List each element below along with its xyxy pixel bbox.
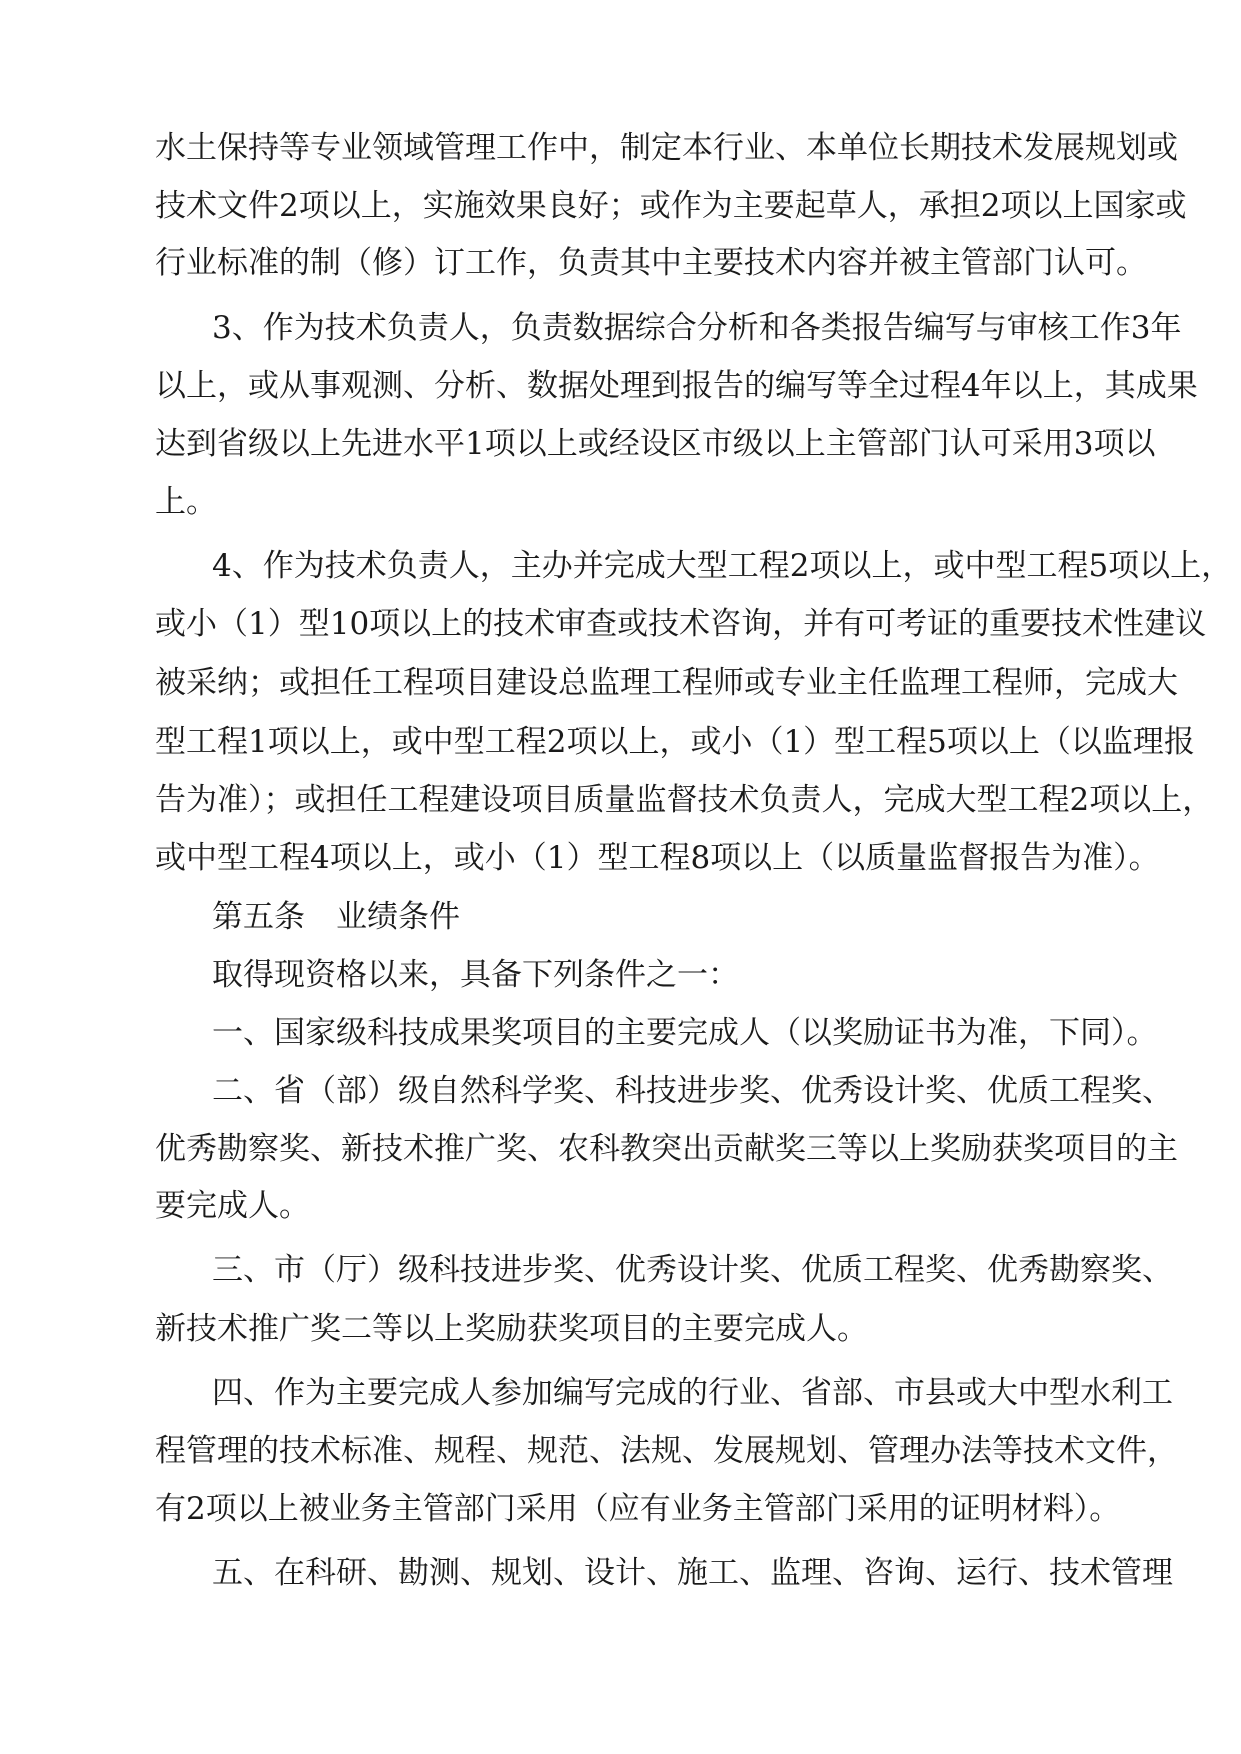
text-line: 4、作为技术负责人，主办并完成大型工程2项以上，或中型工程5项以上， [212,548,1233,584]
text-line: 要完成人。 [155,1188,310,1224]
text-line: 水土保持等专业领域管理工作中，制定本行业、本单位长期技术发展规划或 [155,130,1178,166]
text-line: 被采纳；或担任工程项目建设总监理工程师或专业主任监理工程师，完成大 [155,665,1178,701]
text-line: 有2项以上被业务主管部门采用（应有业务主管部门采用的证明材料）。 [155,1491,1121,1527]
text-line: 取得现资格以来，具备下列条件之一： [212,957,739,993]
text-line: 新技术推广奖二等以上奖励获奖项目的主要完成人。 [155,1311,868,1347]
text-line: 达到省级以上先进水平1项以上或经设区市级以上主管部门认可采用3项以 [155,426,1156,462]
text-line: 二、省（部）级自然科学奖、科技进步奖、优秀设计奖、优质工程奖、 [212,1073,1173,1109]
text-line: 以上，或从事观测、分析、数据处理到报告的编写等全过程4年以上，其成果 [155,368,1198,404]
section-heading: 第五条 业绩条件 [212,899,460,935]
text-line: 技术文件2项以上，实施效果良好；或作为主要起草人，承担2项以上国家或 [155,188,1187,224]
text-line: 告为准）；或担任工程建设项目质量监督技术负责人，完成大型工程2项以上， [155,782,1214,818]
text-line: 优秀勘察奖、新技术推广奖、农科教突出贡献奖三等以上奖励获奖项目的主 [155,1131,1178,1167]
text-line: 四、作为主要完成人参加编写完成的行业、省部、市县或大中型水利工 [212,1375,1173,1411]
text-line: 或中型工程4项以上，或小（1）型工程8项以上（以质量监督报告为准）。 [155,840,1160,876]
text-line: 三、市（厅）级科技进步奖、优秀设计奖、优质工程奖、优秀勘察奖、 [212,1252,1173,1288]
text-line: 或小（1）型10项以上的技术审查或技术咨询，并有可考证的重要技术性建议 [155,606,1207,642]
text-line: 型工程1项以上，或中型工程2项以上，或小（1）型工程5项以上（以监理报 [155,724,1195,760]
text-line: 一、国家级科技成果奖项目的主要完成人（以奖励证书为准，下同）。 [212,1015,1158,1051]
text-line: 五、在科研、勘测、规划、设计、施工、监理、咨询、运行、技术管理 [212,1555,1173,1591]
text-line: 行业标准的制（修）订工作，负责其中主要技术内容并被主管部门认可。 [155,245,1147,281]
text-line: 3、作为技术负责人，负责数据综合分析和各类报告编写与审核工作3年 [212,310,1182,346]
text-line: 程管理的技术标准、规程、规范、法规、发展规划、管理办法等技术文件， [155,1433,1178,1469]
text-line: 上。 [155,484,217,520]
